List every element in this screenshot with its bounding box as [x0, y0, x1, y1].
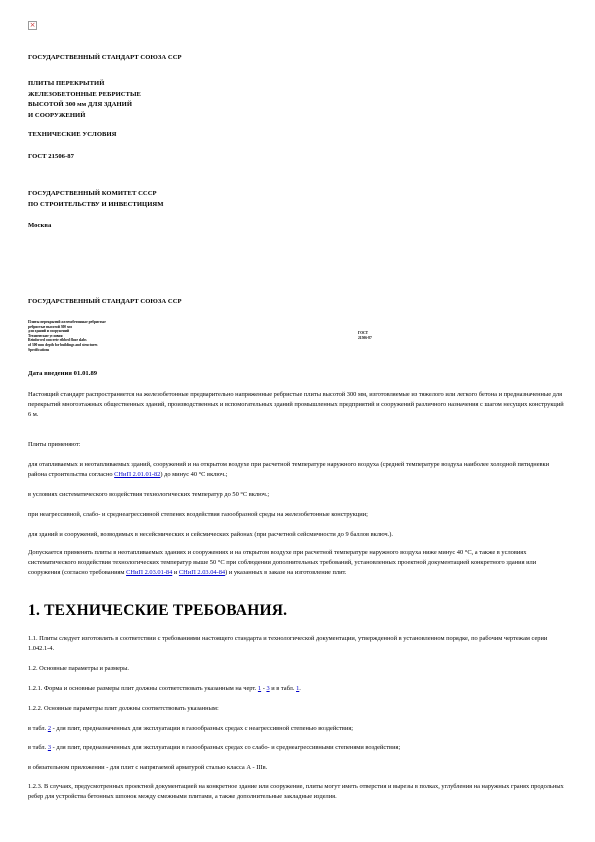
snip-link[interactable]: СНиП 2.01.01-82 — [114, 471, 161, 479]
text: для отапливаемых и неотапливаемых зданий, сооружений и на открытом воздухе при расчетной температуре наружного воздуха (средней температуре воздуха наиболее холодной пятидневки района строительства согласно — [28, 461, 550, 479]
text: в табл. — [28, 725, 48, 732]
intro-date-label: Дата введения — [28, 370, 74, 377]
gost-number: ГОСТ 21506-87 — [28, 153, 74, 160]
text: Допускается применять плиты в неотапливаемых зданиях и сооружениях и на открытом воздухе при расчетной температуре наружного воздуха ниже минус 40 °С, а также в условиях систематического воздействия технологических температур выше 50 °С при соблюдении дополнительных требований, установленных проектной документацией конкретного здания или сооружения (согласно требованиям — [28, 549, 537, 577]
gost-block — [358, 331, 372, 340]
small-line: Плиты перекрытий железобетонные ребристые — [28, 320, 106, 324]
state-standard-heading: ГОСУДАРСТВЕННЫЙ СТАНДАРТ СОЮЗА ССР — [28, 54, 182, 61]
small-line: Технические условия — [28, 333, 63, 338]
title-block-small — [28, 320, 106, 352]
small-line: для зданий и сооружений — [28, 329, 70, 334]
clause-1-2-1 — [28, 684, 568, 694]
table-link[interactable]: 3 — [47, 744, 52, 751]
text: . — [299, 685, 301, 692]
snip-link[interactable]: СНиП 2.03.01-84 — [126, 569, 173, 577]
clause-1-2-3: 1.2.3. В случаях, предусмотренных проектной документацией на конкретное здание или сооружение, плиты могут иметь отверстия и вырезы в полках, углубления на наружных гранях продольных ребер для устройства бетонных шпонок между смежными плитами, а также дополнительные закладные изделия. — [28, 783, 564, 801]
clause-1-1: 1.1. Плиты следует изготовлять в соответствии с требованиями настоящего стандарта и технологической документации, утвержденной в установленном порядке, по рабочим чертежам серии 1.042.1-4. — [28, 635, 548, 653]
title-line: ВЫСОТОЙ 300 мм ДЛЯ ЗДАНИЙ — [28, 101, 133, 108]
clause-1-2: 1.2. Основные параметры и размеры. — [28, 665, 129, 672]
committee-line: ГОСУДАРСТВЕННЫЙ КОМИТЕТ СССР — [28, 190, 157, 197]
drawing-link[interactable]: 3 — [266, 685, 270, 692]
committee-heading — [28, 189, 164, 210]
text: 1.2.1. Форма и основные размеры плит должны соответствовать указанным на черт. — [28, 685, 258, 692]
text: и в табл. — [269, 685, 297, 692]
appendix-ref: в обязательном приложении - для плит с напрягаемой арматурой сталью класса А - IIIв. — [28, 764, 268, 771]
title-line: ЖЕЛЕЗОБЕТОННЫЕ РЕБРИСТЫЕ — [28, 90, 141, 98]
table-2-ref — [28, 724, 568, 734]
temperature-paragraph: в условиях систематического воздействия технологических температур до 50 °С включ.; — [28, 491, 270, 498]
drawing-link[interactable]: 1 — [257, 685, 262, 692]
table-link[interactable]: 2 — [47, 725, 52, 732]
text: - для плит, предназначенных для эксплуатации в газообразных средах с неагрессивной степенью воздействия; — [51, 725, 354, 732]
small-line: ребристые высотой 300 мм — [28, 324, 72, 329]
text: ) и указанных в заказе на изготовление плит. — [225, 569, 347, 577]
table-link[interactable]: 1 — [296, 685, 300, 692]
city: Москва — [28, 222, 52, 229]
small-line: of 300 mm depth for buildings and structures — [28, 342, 98, 347]
text: - для плит, предназначенных для эксплуатации в газообразных средах со слабо- и среднеагрессивными степенями воздействия; — [51, 744, 401, 751]
spec-heading: ТЕХНИЧЕСКИЕ УСЛОВИЯ — [28, 131, 117, 138]
intro-date — [28, 370, 97, 377]
intro-date-value: 01.01.89 — [73, 370, 98, 377]
committee-line: ПО СТРОИТЕЛЬСТВУ И ИНВЕСТИЦИЯМ — [28, 200, 164, 208]
small-line: Specifications — [28, 347, 50, 352]
text: - — [261, 685, 267, 692]
table-3-ref — [28, 743, 568, 753]
section-heading: 1. ТЕХНИЧЕСКИЕ ТРЕБОВАНИЯ. — [28, 602, 288, 619]
text: в табл. — [28, 744, 48, 751]
clause-1-2-2: 1.2.2. Основные параметры плит должны соответствовать указанным: — [28, 705, 219, 712]
gost-label: ГОСТ — [358, 331, 369, 335]
small-line: Reinforced concrete ribbed floor slabs — [28, 338, 87, 343]
broken-image-icon: × — [29, 21, 36, 29]
title-line: И СООРУЖЕНИЙ — [28, 111, 86, 119]
title-line: ПЛИТЫ ПЕРЕКРЫТИЙ — [28, 80, 105, 87]
text: и — [172, 569, 179, 577]
snip-link[interactable]: СНиП 2.03.04-84 — [178, 569, 226, 577]
document-title — [28, 79, 141, 121]
aggressive-paragraph: при неагрессивной, слабо- и среднеагрессивной степенях воздействия газообразной среды на железобетонные конструкции; — [28, 511, 368, 518]
additional-paragraph — [28, 548, 568, 579]
seismic-paragraph: для зданий и сооружений, возводимых в несейсмических и сейсмических районах (при расчетной сейсмичности до 9 баллов включ.). — [28, 531, 393, 538]
scope-paragraph: Настоящий стандарт распространяется на железобетонные предварительно напряженные ребристые плиты высотой 300 мм, изготовляемые из тяжелого или легкого бетона и предназначенные для перекрытий многоэтажных общественных зданий, производственных и вспомогательных зданий промышленных предприятий и сооружений различного назначения с шагом несущих конструкций 6 м. — [28, 391, 564, 419]
state-standard-heading-2: ГОСУДАРСТВЕННЫЙ СТАНДАРТ СОЮЗА ССР — [28, 298, 182, 305]
applies-paragraph: Плиты применяют: — [28, 441, 81, 448]
climate-paragraph — [28, 460, 568, 480]
text: ) до минус 40 °С включ.; — [160, 471, 228, 479]
gost-block-number: 21506-87 — [358, 335, 372, 340]
